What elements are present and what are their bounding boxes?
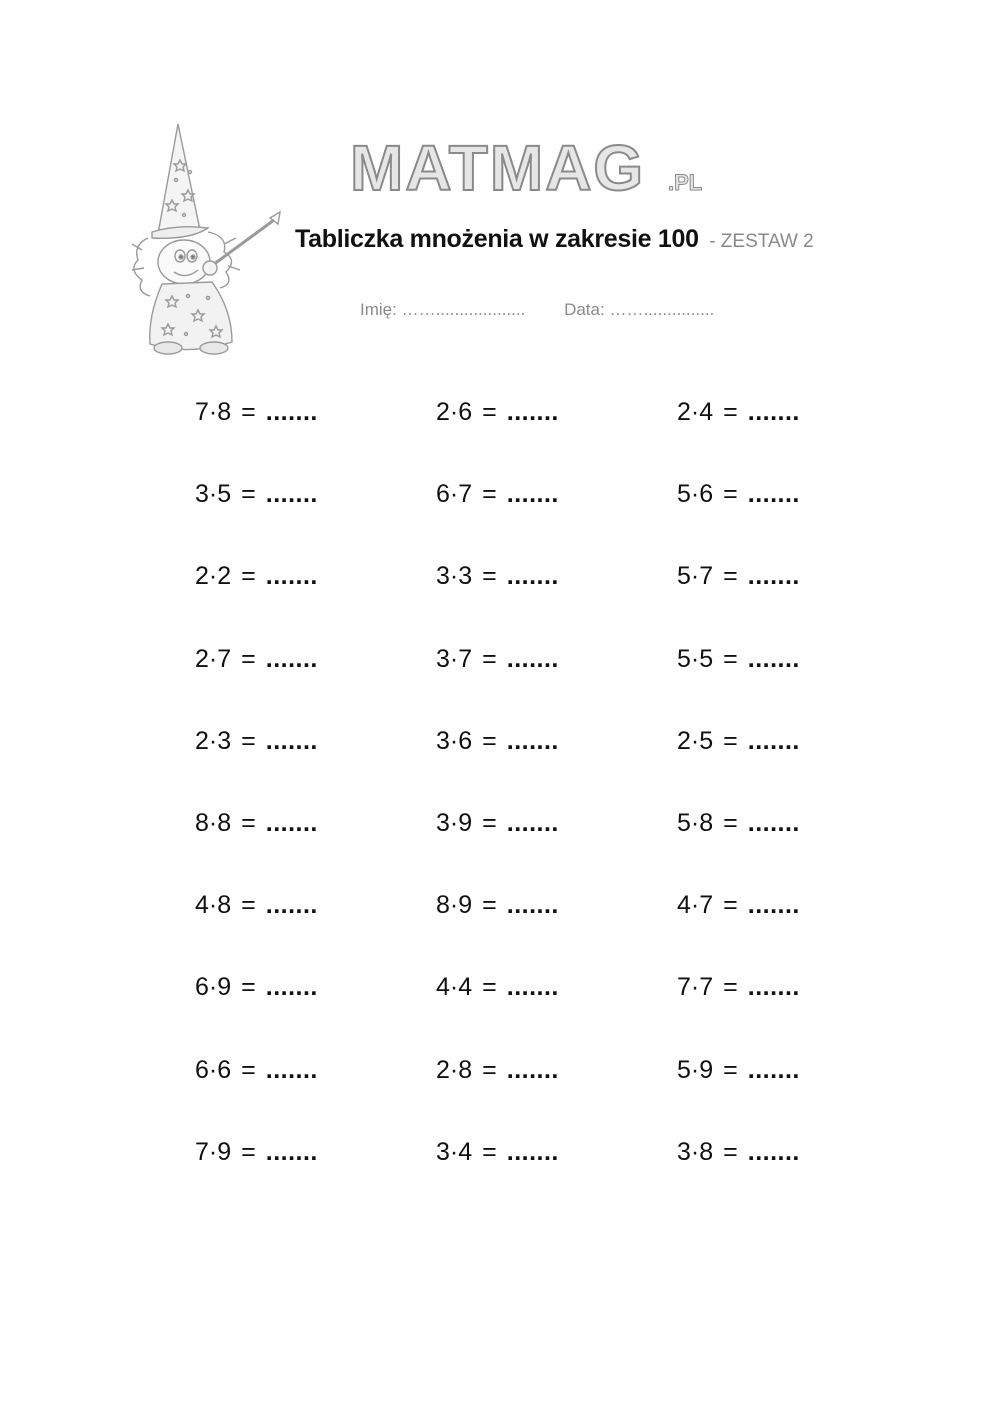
exercise-row — [195, 1056, 895, 1138]
date-blank[interactable]: ……............... — [609, 300, 715, 319]
date-field[interactable] — [564, 300, 714, 320]
equals-sign: = — [723, 973, 738, 1002]
exercise-row — [195, 1138, 895, 1220]
exercise-expression: 5·8 — [677, 808, 714, 837]
answer-blank[interactable]: ....... — [747, 973, 800, 1002]
equals-sign: = — [723, 726, 738, 755]
exercise — [195, 480, 318, 509]
answer-blank[interactable]: ....... — [265, 398, 318, 426]
equals-sign: = — [482, 398, 497, 426]
date-label: Data: — [564, 300, 605, 319]
equals-sign: = — [241, 1055, 256, 1084]
exercise-expression: 3·3 — [436, 562, 473, 591]
exercise — [195, 1056, 318, 1085]
exercise-expression: 7·9 — [195, 1137, 232, 1166]
exercise — [195, 973, 318, 1002]
equals-sign: = — [482, 891, 497, 920]
equals-sign: = — [241, 973, 256, 1002]
equals-sign: = — [241, 562, 256, 591]
answer-blank[interactable]: ....... — [506, 1137, 559, 1166]
answer-blank[interactable]: ....... — [265, 891, 318, 920]
exercise-expression: 2·5 — [677, 726, 714, 755]
exercise-expression: 4·8 — [195, 891, 232, 920]
equals-sign: = — [241, 398, 256, 426]
answer-blank[interactable]: ....... — [265, 562, 318, 591]
title-main: Tabliczka mnożenia w zakresie 100 — [295, 225, 699, 253]
answer-blank[interactable]: ....... — [265, 808, 318, 837]
exercise-row — [195, 562, 895, 644]
answer-blank[interactable]: ....... — [747, 808, 800, 837]
exercise-row — [195, 891, 895, 973]
exercise — [677, 1138, 800, 1167]
exercise-expression: 3·4 — [436, 1137, 473, 1166]
exercise-expression: 5·7 — [677, 562, 714, 591]
exercise-expression: 5·6 — [677, 480, 714, 509]
exercise-expression: 2·3 — [195, 726, 232, 755]
exercise-expression: 3·8 — [677, 1137, 714, 1166]
exercise — [677, 645, 800, 674]
equals-sign: = — [723, 891, 738, 920]
answer-blank[interactable]: ....... — [747, 1055, 800, 1084]
exercise — [677, 891, 800, 920]
exercise-expression: 5·5 — [677, 644, 714, 673]
exercise — [195, 645, 318, 674]
answer-blank[interactable]: ....... — [506, 891, 559, 920]
equals-sign: = — [723, 562, 738, 591]
answer-blank[interactable]: ....... — [747, 1137, 800, 1166]
exercise-expression: 6·9 — [195, 973, 232, 1002]
title-subtitle: - ZESTAW 2 — [709, 231, 814, 252]
answer-blank[interactable]: ....... — [506, 644, 559, 673]
exercise-grid — [195, 398, 895, 1220]
exercise-expression: 7·8 — [195, 398, 232, 426]
answer-blank[interactable]: ....... — [265, 973, 318, 1002]
exercise — [195, 1138, 318, 1167]
exercise-expression: 8·8 — [195, 808, 232, 837]
equals-sign: = — [241, 808, 256, 837]
answer-blank[interactable]: ....... — [506, 398, 559, 426]
exercise — [436, 809, 559, 838]
equals-sign: = — [482, 726, 497, 755]
answer-blank[interactable]: ....... — [747, 891, 800, 920]
exercise — [677, 398, 800, 427]
equals-sign: = — [723, 1055, 738, 1084]
answer-blank[interactable]: ....... — [747, 398, 800, 426]
exercise — [436, 973, 559, 1002]
equals-sign: = — [482, 808, 497, 837]
equals-sign: = — [482, 973, 497, 1002]
exercise — [195, 809, 318, 838]
answer-blank[interactable]: ....... — [265, 1137, 318, 1166]
exercise-row — [195, 480, 895, 562]
answer-blank[interactable]: ....... — [747, 562, 800, 591]
exercise — [677, 727, 800, 756]
exercise — [436, 398, 559, 427]
exercise-row — [195, 809, 895, 891]
equals-sign: = — [241, 891, 256, 920]
student-fields — [360, 300, 714, 320]
equals-sign: = — [723, 398, 738, 426]
exercise — [436, 1056, 559, 1085]
exercise — [677, 480, 800, 509]
exercise — [195, 727, 318, 756]
name-label: Imię: — [360, 300, 397, 319]
exercise-expression: 2·4 — [677, 398, 714, 426]
exercise-row — [195, 727, 895, 809]
exercise-expression: 3·9 — [436, 808, 473, 837]
exercise — [436, 562, 559, 591]
exercise — [677, 973, 800, 1002]
exercise-expression: 2·2 — [195, 562, 232, 591]
exercise-expression: 2·6 — [436, 398, 473, 426]
equals-sign: = — [482, 480, 497, 509]
exercise-expression: 4·7 — [677, 891, 714, 920]
exercise-expression: 8·9 — [436, 891, 473, 920]
exercise-expression: 6·7 — [436, 480, 473, 509]
answer-blank[interactable]: ....... — [506, 1055, 559, 1084]
wizard-illustration — [128, 120, 288, 360]
answer-blank[interactable]: ....... — [506, 808, 559, 837]
answer-blank[interactable]: ....... — [506, 562, 559, 591]
exercise-row — [195, 398, 895, 480]
answer-blank[interactable]: ....... — [747, 480, 800, 509]
answer-blank[interactable]: ....... — [265, 726, 318, 755]
answer-blank[interactable]: ....... — [265, 1055, 318, 1084]
answer-blank[interactable]: ....... — [506, 480, 559, 509]
exercise — [677, 562, 800, 591]
answer-blank[interactable]: ....... — [747, 726, 800, 755]
exercise — [436, 645, 559, 674]
exercise-expression: 7·7 — [677, 973, 714, 1002]
exercise-expression: 5·9 — [677, 1055, 714, 1084]
equals-sign: = — [241, 644, 256, 673]
logo-suffix: .PL — [668, 170, 703, 195]
exercise-expression: 4·4 — [436, 973, 473, 1002]
answer-blank[interactable]: ....... — [747, 644, 800, 673]
exercise — [677, 809, 800, 838]
exercise-expression: 3·6 — [436, 726, 473, 755]
exercise — [195, 398, 318, 427]
equals-sign: = — [482, 644, 497, 673]
equals-sign: = — [482, 1055, 497, 1084]
exercise — [436, 480, 559, 509]
answer-blank[interactable]: ....... — [506, 973, 559, 1002]
equals-sign: = — [482, 562, 497, 591]
exercise-expression: 2·7 — [195, 644, 232, 673]
exercise-expression: 3·7 — [436, 644, 473, 673]
exercise-row — [195, 973, 895, 1055]
exercise — [195, 891, 318, 920]
equals-sign: = — [723, 808, 738, 837]
worksheet-title — [295, 225, 814, 254]
equals-sign: = — [241, 480, 256, 509]
answer-blank[interactable]: ....... — [506, 726, 559, 755]
equals-sign: = — [241, 726, 256, 755]
answer-blank[interactable]: ....... — [265, 480, 318, 509]
exercise — [436, 727, 559, 756]
equals-sign: = — [723, 644, 738, 673]
exercise-expression: 3·5 — [195, 480, 232, 509]
answer-blank[interactable]: ....... — [265, 644, 318, 673]
name-field[interactable] — [360, 300, 525, 320]
exercise-expression: 2·8 — [436, 1055, 473, 1084]
exercise — [436, 891, 559, 920]
equals-sign: = — [241, 1137, 256, 1166]
logo-text: MATMAG — [350, 132, 646, 202]
exercise-row — [195, 645, 895, 727]
name-blank[interactable]: ……................... — [401, 300, 526, 319]
equals-sign: = — [723, 1137, 738, 1166]
equals-sign: = — [723, 480, 738, 509]
matmag-logo — [350, 132, 720, 202]
exercise-expression: 6·6 — [195, 1055, 232, 1084]
exercise — [436, 1138, 559, 1167]
exercise — [195, 562, 318, 591]
equals-sign: = — [482, 1137, 497, 1166]
exercise — [677, 1056, 800, 1085]
